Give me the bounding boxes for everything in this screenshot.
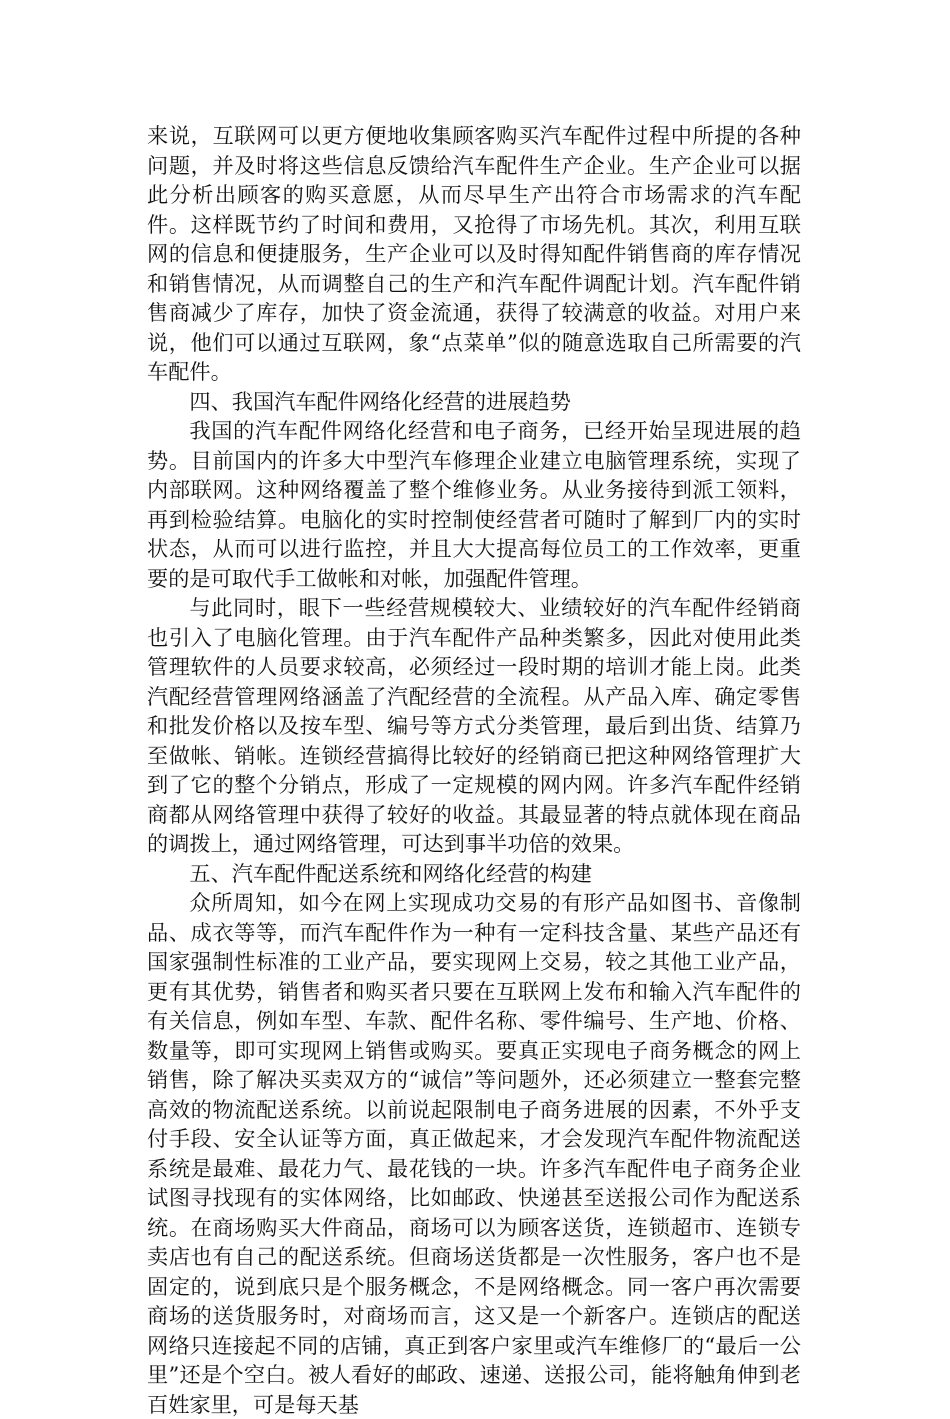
section-heading: 四、我国汽车配件网络化经营的进展趋势 bbox=[189, 388, 571, 414]
body-paragraph: 众所周知，如今在网上实现成功交易的有形产品如图书、音像制品、成衣等等，而汽车配件作为一种有一定科技含量、某些产品还有国家强制性标准的工业产品，要实现网上交易，较之其他工业产品，更有其优势，销售者和购买者只要在互联网上发布和输入汽车配件的有关信息，例如车型、车款、配件名称、零件编号、生产地、价格、数量等，即可实现网上销售或购买。要真正实现电子商务概念的网上销售，除了解决买卖双方的“诚信”等问题外，还必须建立一整套完整高效的物流配送系统。以前说起限制电子商务进展的因素，不外乎支付手段、安全认证等方面，真正做起来，才会发现汽车配件物流配送系统是最难、最花力气、最花钱的一块。许多汽车配件电子商务企业试图寻找现有的实体网络，比如邮政、快递甚至送报公司作为配送系统。在商场购买大件商品，商场可以为顾客送货，连锁超市、连锁专卖店也有自己的配送系统。但商场送货都是一次性服务，客户也不是固定的，说到底只是个服务概念，不是网络概念。同一客户再次需要商场的送货服务时，对商场而言，这又是一个新客户。连锁店的配送网络只连接起不同的店铺，真正到客户家里或汽车维修厂的“最后一公里”还是个空白。被人看好的邮政、速递、送报公司，能将触角伸到老百姓家里，可是每天基 bbox=[147, 890, 801, 1417]
body-paragraph: 与此同时，眼下一些经营规模较大、业绩较好的汽车配件经销商也引入了电脑化管理。由于汽车配件产品种类繁多，因此对使用此类管理软件的人员要求较高，必须经过一段时期的培训才能上岗。此类汽配经营管理网络涵盖了汽配经营的全流程。从产品入库、确定零售和批发价格以及按车型、编号等方式分类管理，最后到出货、结算乃至做帐、销帐。连锁经营搞得比较好的经销商已把这种网络管理扩大到了它的整个分销点，形成了一定规模的网内网。许多汽车配件经销商都从网络管理中获得了较好的收益。其最显著的特点就体现在商品的调拨上，通过网络管理，可达到事半功倍的效果。 bbox=[147, 595, 801, 856]
body-paragraph: 我国的汽车配件网络化经营和电子商务，已经开始呈现进展的趋势。目前国内的许多大中型汽车修理企业建立电脑管理系统，实现了内部联网。这种网络覆盖了整个维修业务。从业务接待到派工领料，再到检验结算。电脑化的实时控制使经营者可随时了解到厂内的实时状态，从而可以进行监控，并且大大提高每位员工的工作效率，更重要的是可取代手工做帐和对帐，加强配件管理。 bbox=[147, 418, 801, 591]
body-paragraph: 来说，互联网可以更方便地收集顾客购买汽车配件过程中所提的各种问题，并及时将这些信息反馈给汽车配件生产企业。生产企业可以据此分析出顾客的购买意愿，从而尽早生产出符合市场需求的汽车配件。这样既节约了时间和费用，又抢得了市场先机。其次，利用互联网的信息和便捷服务，生产企业可以及时得知配件销售商的库存情况和销售情况，从而调整自己的生产和汽车配件调配计划。汽车配件销售商减少了库存，加快了资金流通，获得了较满意的收益。对用户来说，他们可以通过互联网，象“点菜单”似的随意选取自己所需要的汽车配件。 bbox=[147, 123, 801, 384]
section-heading: 五、汽车配件配送系统和网络化经营的构建 bbox=[189, 860, 592, 886]
document-body bbox=[147, 121, 801, 1419]
